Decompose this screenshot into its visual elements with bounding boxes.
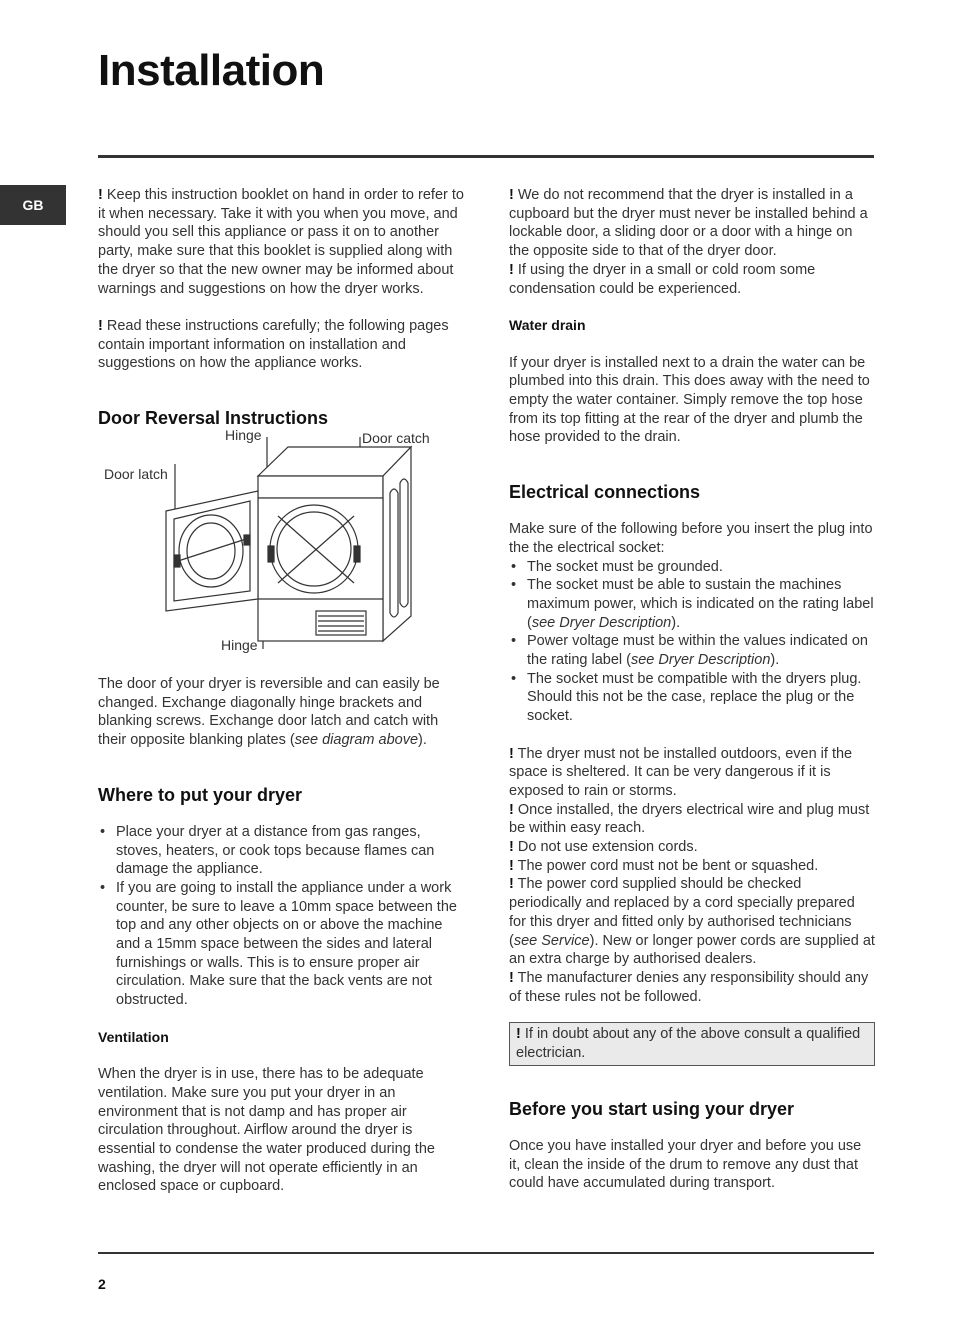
door-reversal-diagram (98, 427, 464, 663)
warning-paragraph (509, 186, 875, 261)
door-reversal-text (98, 675, 464, 750)
warning-mark: ! (509, 857, 514, 874)
section-heading-door-reversal: Door Reversal Instructions (98, 408, 329, 429)
door-text-reference: see diagram above (294, 732, 419, 749)
warning-text: The power cord must not be bent or squashed. (517, 857, 819, 874)
list-item: • Place your dryer at a distance from gas ranges, stoves, heaters, or cook tops because flames can damage the appliance. (98, 823, 464, 879)
ventilation-text: When the dryer is in use, there has to be adequate ventilation. Make sure you put your dryer in an environment that is not damp and has proper air circulation throughout. Airflow around the dryer is essential to condense the water produced during the washing, the dryer will not operate efficiently in an enclosed space or cupboard. (98, 1066, 435, 1195)
warning-mark: ! (509, 969, 514, 986)
bottom-divider (98, 1252, 874, 1254)
page-number: 2 (98, 1276, 106, 1292)
warning-text: Do not use extension cords. (517, 839, 698, 856)
list-item-reference: see Dryer Description (630, 652, 771, 669)
door-text-part: The door of your dryer is reversible and can easily be changed. Exchange diagonally hinge brackets and blanking screws. Exchange door latch and catch with their opposite blanking plates ( (98, 676, 440, 749)
warning-text: Read these instructions carefully; the following pages contain important information on installation and suggestions on how the appliance works. (98, 317, 449, 372)
warning-text: ). New or longer power cords are supplied at an extra charge by authorised dealers. (509, 932, 875, 968)
list-item: • The socket must be compatible with the dryers plug. Should this not be the case, replace the plug or the socket. (509, 670, 875, 726)
warning-text: Keep this instruction booklet on hand in order to refer to it when necessary. Take it with you when you move, and should you sell this appliance or pass it on to another party, make sure that this booklet is supplied along with the dryer so that the new owner may be informed about warnings and suggestions on how the dryer works. (98, 187, 464, 297)
before-use-text: Once you have installed your dryer and before you use it, clean the inside of the drum to remove any dust that could have accumulated during transport. (509, 1137, 862, 1192)
note-body: If in doubt about any of the above consult a qualified electrician. (516, 1026, 861, 1062)
placement-list (98, 823, 464, 1010)
warning-paragraph (509, 875, 875, 969)
warning-paragraph (509, 838, 875, 857)
warning-paragraph (509, 969, 875, 1006)
label-hinge-top: Hinge (225, 427, 262, 444)
warning-mark: ! (509, 876, 514, 893)
dryer-illustration (98, 431, 464, 663)
subheading-ventilation: Ventilation (98, 1028, 169, 1045)
list-item-reference: see Dryer Description (531, 614, 672, 631)
label-door-latch: Door latch (104, 466, 168, 483)
warning-mark: ! (98, 187, 103, 203)
warning-mark: ! (516, 1026, 521, 1043)
electrical-list (509, 558, 875, 726)
warning-paragraph (509, 745, 875, 801)
warning-paragraph (509, 801, 875, 838)
note-text (516, 1025, 868, 1062)
warning-paragraph (509, 857, 875, 876)
warning-reference: see Service (513, 932, 590, 949)
warning-mark: ! (509, 839, 514, 856)
label-hinge-bottom: Hinge (221, 637, 258, 654)
subheading-water-drain: Water drain (509, 317, 586, 334)
warning-mark: ! (98, 317, 103, 334)
warning-text: We do not recommend that the dryer is installed in a cupboard but the dryer must never be installed behind a lockable door, a sliding door or a door with a hinge on the opposite side to that of the dryer door. (509, 187, 868, 260)
right-column (509, 186, 875, 1193)
door-text-part: ). (418, 732, 427, 749)
warning-mark: ! (509, 187, 514, 203)
warning-text: The power cord supplied should be checked periodically and replaced by a cord specially prepared for this dryer and fitted only by authorised technicians ( (509, 876, 855, 949)
warning-paragraph (98, 186, 464, 298)
list-item-text: ). (770, 652, 780, 669)
warning-paragraph (509, 261, 875, 298)
language-tab: GB (0, 185, 66, 225)
list-item (509, 576, 875, 632)
list-item-text: The socket must be able to sustain the machines maximum power, which is indicated on the rating label ( (527, 577, 874, 631)
warning-mark: ! (509, 801, 514, 818)
list-item-text: Power voltage must be within the values indicated on the rating label ( (527, 633, 868, 669)
warning-mark: ! (509, 745, 514, 762)
list-item (509, 632, 875, 669)
electrical-intro: Make sure of the following before you insert the plug into the the electrical socket: (509, 521, 873, 556)
warning-paragraph (98, 317, 464, 373)
electrician-note-box (509, 1022, 875, 1065)
left-column (98, 186, 464, 1196)
warning-text: The dryer must not be installed outdoors, even if the space is sheltered. It can be very dangerous if it is exposed to rain or storms. (509, 745, 853, 799)
section-heading-before-use: Before you start using your dryer (509, 1098, 795, 1119)
warning-text: If using the dryer in a small or cold room some condensation could be experienced. (509, 261, 816, 297)
list-item-text: ). (671, 614, 681, 631)
warning-text: The manufacturer denies any responsibility should any of these rules not be followed. (509, 969, 869, 1005)
list-item: • If you are going to install the appliance under a work counter, be sure to leave a 10mm space between the top and any other objects on or above the machine and a 15mm space between the sides and lateral furnishings or walls. This is to ensure proper air circulation. Make sure that the back vents are not obstructed. (98, 879, 464, 1010)
section-heading-where: Where to put your dryer (98, 784, 303, 805)
list-item: • The socket must be grounded. (509, 558, 875, 577)
water-drain-text: If your dryer is installed next to a drain the water can be plumbed into this drain. This does away with the need to empty the water container. Simply remove the top hose from its top fitting at the rear of the dryer and plumb the hose provided to the drain. (509, 354, 870, 446)
page-title: Installation (98, 46, 325, 95)
warning-mark: ! (509, 261, 514, 278)
section-heading-electrical: Electrical connections (509, 482, 701, 503)
label-door-catch: Door catch (362, 430, 430, 447)
top-divider (98, 155, 874, 158)
warning-text: Once installed, the dryers electrical wire and plug must be within easy reach. (509, 801, 870, 837)
